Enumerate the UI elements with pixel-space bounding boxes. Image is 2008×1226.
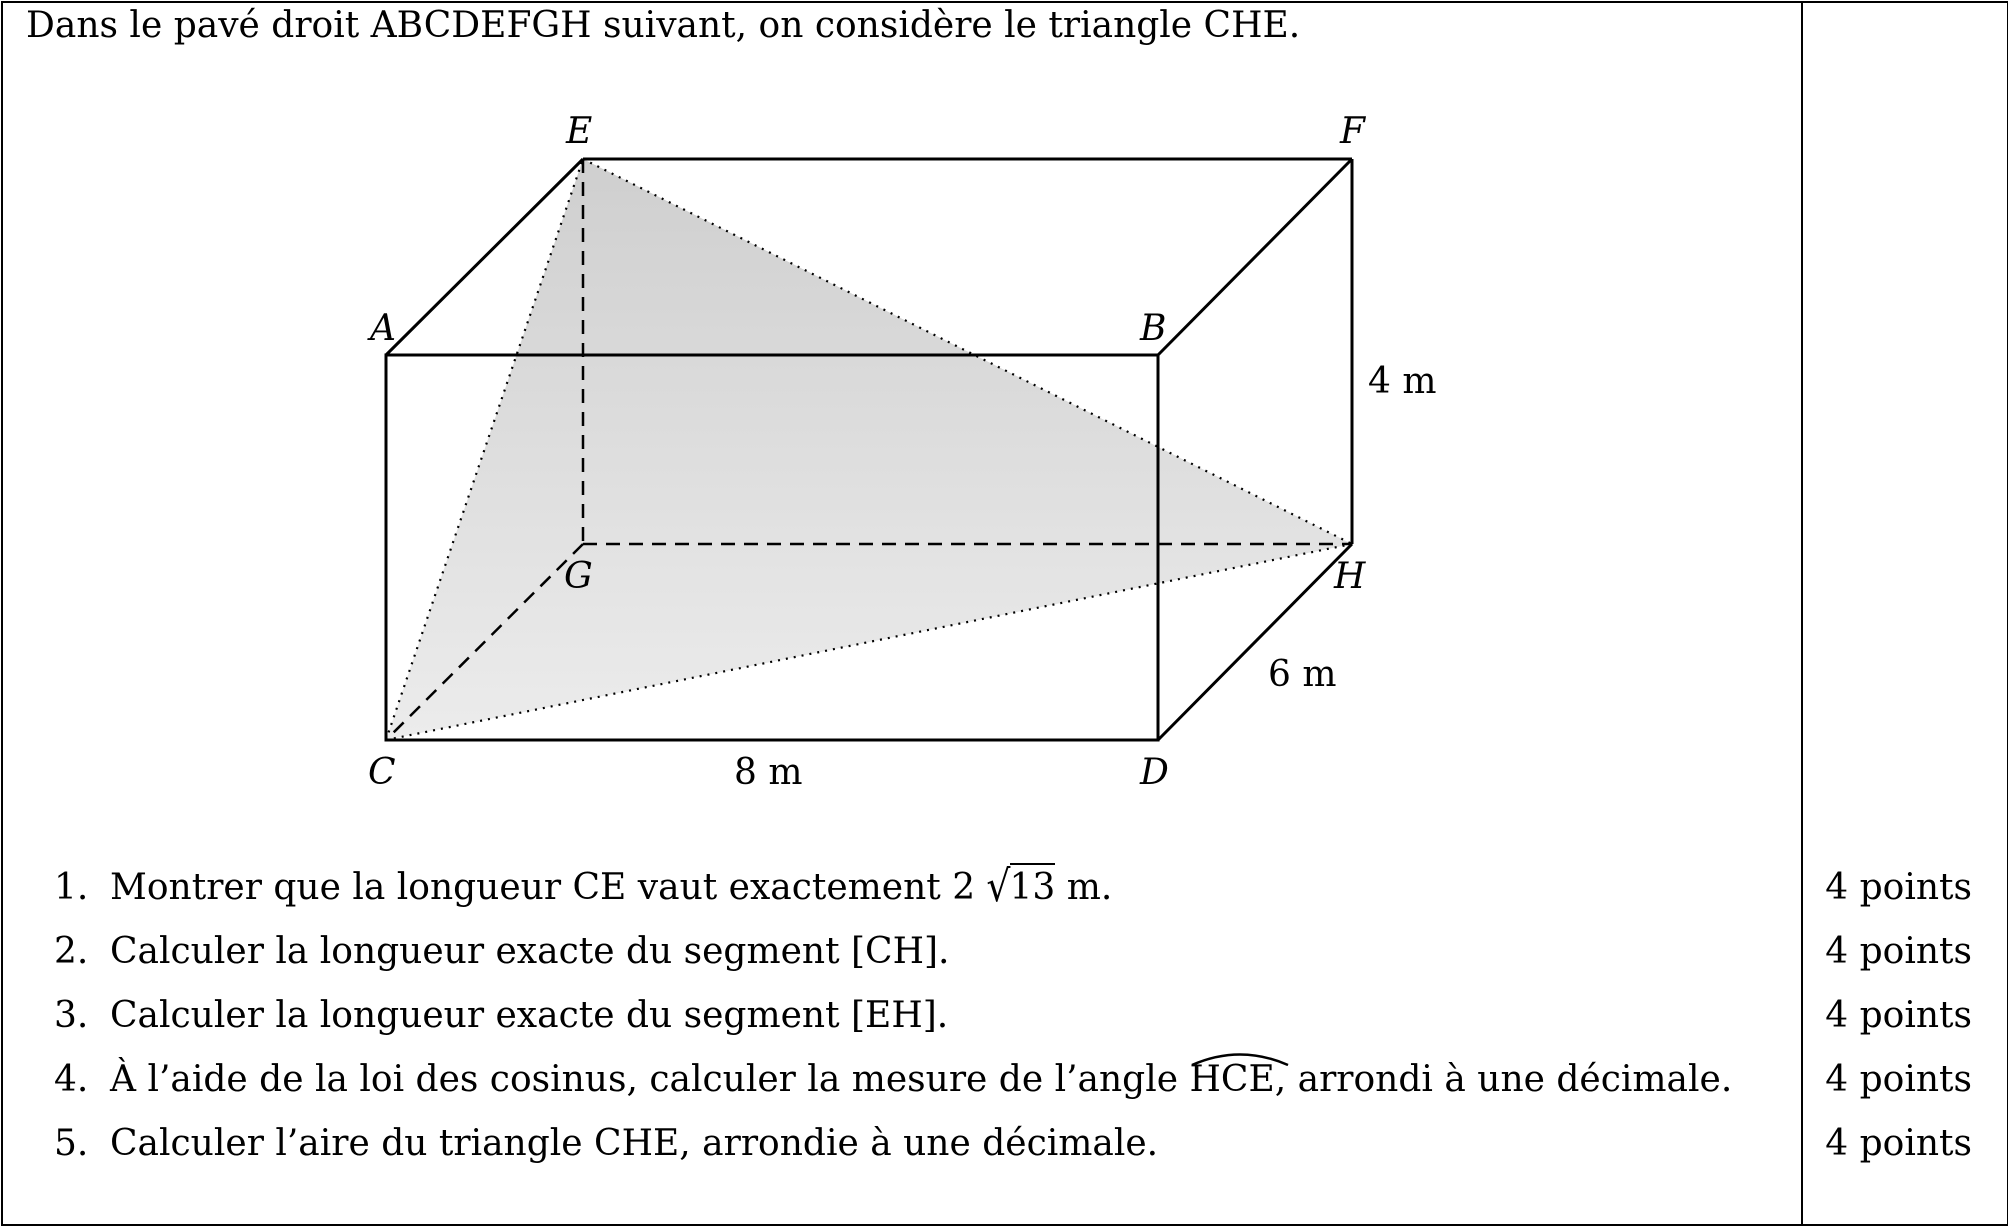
- angle-notation: [1190, 1058, 1275, 1102]
- vertex-label-c: C: [368, 752, 396, 793]
- points-2: 4 points: [1825, 931, 1972, 972]
- question-text-end: m.: [1055, 867, 1113, 908]
- question-number: 4.: [54, 1059, 89, 1100]
- vertex-label-a: A: [370, 308, 396, 349]
- vertex-label-f: F: [1340, 111, 1365, 152]
- question-text-end: , arrondi à une décimale.: [1274, 1059, 1733, 1100]
- question-number: 2.: [54, 931, 89, 972]
- vertex-label-h: H: [1334, 556, 1366, 597]
- dimension-length-label: 8 m: [734, 752, 803, 793]
- intro-text: Dans le pavé droit ABCDEFGH suivant, on considère le triangle CHE.: [26, 5, 1301, 46]
- points-5: 4 points: [1825, 1123, 1972, 1164]
- vertex-label-e: E: [566, 111, 593, 152]
- points-4: 4 points: [1825, 1059, 1972, 1100]
- dimension-height-label: 4 m: [1368, 361, 1437, 402]
- question-number: 5.: [54, 1123, 89, 1164]
- vertex-label-d: D: [1140, 752, 1169, 793]
- question-text: Montrer que la longueur CE vaut exactement 2: [110, 867, 976, 908]
- vertex-label-g: G: [564, 556, 593, 597]
- vertex-label-b: B: [1140, 308, 1167, 349]
- question-5: [54, 1122, 1158, 1166]
- angle-hat-icon: [1190, 1052, 1290, 1066]
- question-4: [54, 1058, 1732, 1102]
- question-1: [54, 862, 1113, 912]
- angle-name: HCE: [1189, 1059, 1275, 1100]
- triangle-che-fill: [386, 159, 1352, 740]
- points-1: 4 points: [1825, 867, 1972, 908]
- question-text: Calculer la longueur exacte du segment [EH].: [110, 995, 949, 1036]
- question-3: [54, 994, 948, 1038]
- question-text: Calculer l’aire du triangle CHE, arrondie à une décimale.: [110, 1123, 1159, 1164]
- radical-sign: √: [985, 862, 1011, 912]
- dimension-depth-label: 6 m: [1268, 654, 1337, 695]
- question-2: [54, 930, 949, 974]
- radicand: 13: [1010, 863, 1056, 908]
- question-number: 3.: [54, 995, 89, 1036]
- question-text: À l’aide de la loi des cosinus, calculer la mesure de l’angle: [110, 1059, 1190, 1100]
- square-root: [985, 862, 1056, 912]
- question-number: 1.: [54, 867, 89, 908]
- points-3: 4 points: [1825, 995, 1972, 1036]
- question-text: Calculer la longueur exacte du segment [CH].: [110, 931, 950, 972]
